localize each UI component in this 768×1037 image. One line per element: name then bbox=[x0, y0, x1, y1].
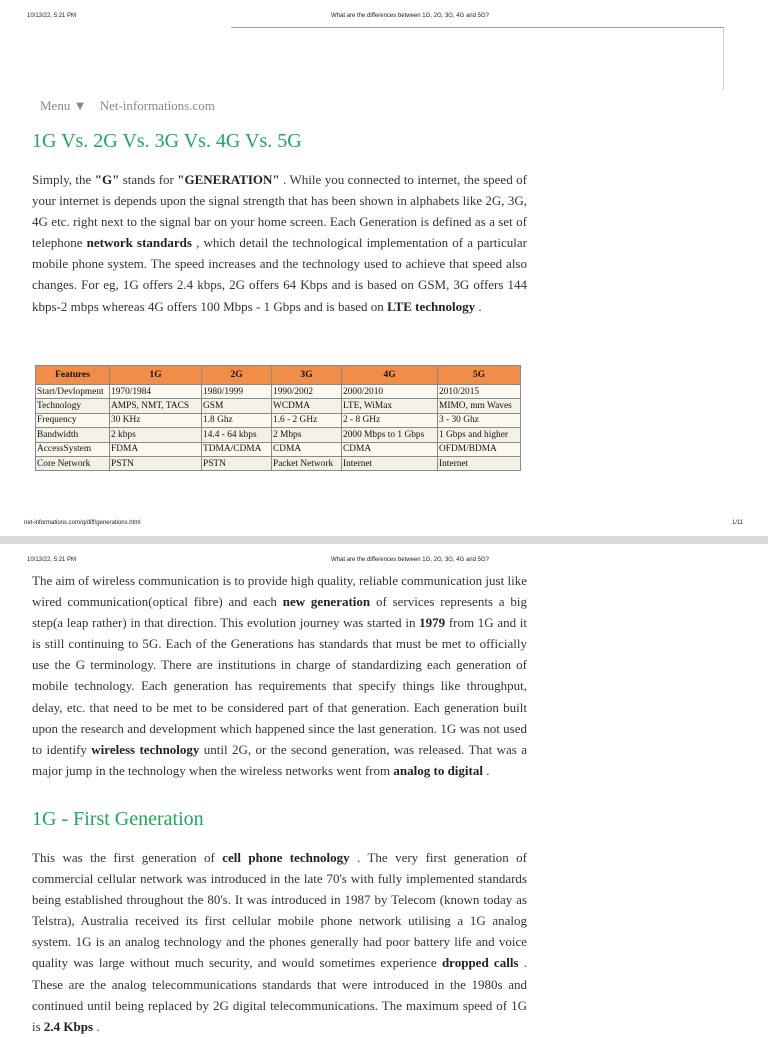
dropped-calls-term: dropped calls bbox=[441, 955, 519, 971]
table-cell: PSTN bbox=[202, 456, 272, 470]
table-cell: OFDM/BDMA bbox=[438, 442, 521, 456]
menu-button[interactable]: Menu ▼ bbox=[40, 98, 87, 113]
table-cell: Internet bbox=[438, 456, 521, 470]
table-cell: 2 - 8 GHz bbox=[342, 413, 438, 427]
table-row bbox=[36, 399, 521, 413]
table-cell: 1.8 Ghz bbox=[202, 413, 272, 427]
print-document-title: What are the differences between 1G, 2G, 3G, 4G and 5G? bbox=[331, 13, 489, 19]
table-cell: 30 KHz bbox=[110, 413, 202, 427]
print-timestamp: 10/13/22, 5:21 PM bbox=[27, 557, 77, 563]
intro-paragraph: Simply, the "G" stands for "GENERATION" . While you connected to internet, the speed of your internet is depends upon the signal strength that has been shown in alphabets like 2G, 3G, 4G etc. right next to the signal bar on your home screen. Each Generation is defined as a set of telephone network standards , which detail the technological implementation of a particular mobile phone system. The speed increases and the technology used to achieve that speed also changes. For eg, 1G offers 2.4 kbps, 2G offers 64 Kbps and is based on GSM, 3G offers 144 kbps-2 mbps whereas 4G offers 100 Mbps - 1 Gbps and is based on LTE technology . bbox=[32, 172, 527, 314]
column-header: 5G bbox=[438, 366, 521, 385]
print-page-number: 1/11 bbox=[732, 520, 744, 526]
table-cell: AccessSystem bbox=[36, 442, 110, 456]
table-cell: 2 Mbps bbox=[272, 428, 342, 442]
table-cell: GSM bbox=[202, 399, 272, 413]
table-cell: CDMA bbox=[272, 442, 342, 456]
table-cell: PSTN bbox=[110, 456, 202, 470]
table-cell: Frequency bbox=[36, 413, 110, 427]
table-cell: CDMA bbox=[342, 442, 438, 456]
table-row bbox=[36, 428, 521, 442]
table-cell: Bandwidth bbox=[36, 428, 110, 442]
column-header: 3G bbox=[272, 366, 342, 385]
analog-to-digital-term: analog to digital bbox=[393, 762, 483, 778]
section-heading-1g: 1G - First Generation bbox=[32, 808, 204, 830]
print-document-title: What are the differences between 1G, 2G, 3G, 4G and 5G? bbox=[331, 557, 489, 563]
table-cell: 1990/2002 bbox=[272, 385, 342, 399]
site-link[interactable]: Net-informations.com bbox=[99, 98, 215, 113]
network-standards-term: network standards bbox=[86, 235, 192, 251]
table-cell: FDMA bbox=[110, 442, 202, 456]
page-title: 1G Vs. 2G Vs. 3G Vs. 4G Vs. 5G bbox=[32, 130, 302, 152]
column-header: Features bbox=[36, 366, 110, 385]
table-cell: AMPS, NMT, TACS bbox=[110, 399, 202, 413]
table-cell: Internet bbox=[342, 456, 438, 470]
new-generation-term: new generation bbox=[282, 594, 371, 610]
cell-phone-technology-term: cell phone technology bbox=[222, 850, 350, 865]
table-cell: 3 - 30 Ghz bbox=[438, 413, 521, 427]
table-header-row bbox=[36, 366, 521, 385]
lte-technology-term: LTE technology bbox=[387, 298, 476, 314]
table-cell: Packet Network bbox=[272, 456, 342, 470]
table-cell: 2010/2015 bbox=[438, 385, 521, 399]
ad-placeholder bbox=[231, 27, 724, 90]
print-page-2 bbox=[0, 544, 768, 1034]
table-cell: 1 Gbps and higher bbox=[438, 428, 521, 442]
print-footer-url: net-informations.com/q/diff/generations.html bbox=[24, 520, 141, 526]
print-timestamp: 10/13/22, 5:21 PM bbox=[27, 13, 77, 19]
table-cell: MIMO, mm Waves bbox=[438, 399, 521, 413]
wireless-technology-term: wireless technology bbox=[91, 741, 200, 757]
table-cell: 14.4 - 64 kbps bbox=[202, 428, 272, 442]
table-row bbox=[36, 456, 521, 470]
first-generation-paragraph: This was the first generation of cell phone technology . The very first generation of commercial cellular network was introduced in the late 70's with fully implemented standards being established throughout the 80's. It was introduced in 1987 by Telecom (known today as Telstra), Australia received its first cellular mobile phone network utilising a 1G analog system. 1G is an analog technology and the phones generally had poor battery life and voice quality was large without much security, and would sometimes experience dropped calls . These are the analog telecommunications standards that were introduced in the 1980s and continued until being replaced by 2G digital telecommunications. The maximum speed of 1G is 2.4 Kbps . bbox=[32, 850, 528, 1034]
table-cell: 2000/2010 bbox=[342, 385, 438, 399]
table-cell: 1970/1984 bbox=[110, 385, 202, 399]
table-cell: 2000 Mbps to 1 Gbps bbox=[342, 428, 438, 442]
table-cell: WCDMA bbox=[272, 399, 342, 413]
table-cell: 1.6 - 2 GHz bbox=[272, 413, 342, 427]
wireless-communication-paragraph: The aim of wireless communication is to provide high quality, reliable communication just like wired communication(optical fibre) and each new generation of services represents a big step(a leap rather) in that direction. This evolution journey was started in 1979 from 1G and it is still continuing to 5G. Each of the Generations has standards that must be met to officially use the G terminology. There are institutions in charge of standardizing each generation of mobile technology. Each generation has requirements that specify things like throughput, delay, etc. that need to be met to be considered part of that generation. Each generation built upon the research and development which happened since the last generation. 1G was not used to identify wireless technology until 2G, or the second generation, was released. That was a major jump in the technology when the wireless networks went from analog to digital . bbox=[32, 573, 528, 778]
column-header: 2G bbox=[202, 366, 272, 385]
site-nav bbox=[40, 98, 225, 114]
table-row bbox=[36, 385, 521, 399]
table-cell: 2 kbps bbox=[110, 428, 202, 442]
column-header: 1G bbox=[110, 366, 202, 385]
table-cell: Start/Devlopment bbox=[36, 385, 110, 399]
table-cell: 1980/1999 bbox=[202, 385, 272, 399]
generations-comparison-table bbox=[35, 365, 521, 471]
page-separator bbox=[0, 536, 768, 544]
table-cell: LTE, WiMax bbox=[342, 399, 438, 413]
table-cell: Technology bbox=[36, 399, 110, 413]
column-header: 4G bbox=[342, 366, 438, 385]
table-cell: Core Network bbox=[36, 456, 110, 470]
table-cell: TDMA/CDMA bbox=[202, 442, 272, 456]
table-row bbox=[36, 442, 521, 456]
table-row bbox=[36, 413, 521, 427]
